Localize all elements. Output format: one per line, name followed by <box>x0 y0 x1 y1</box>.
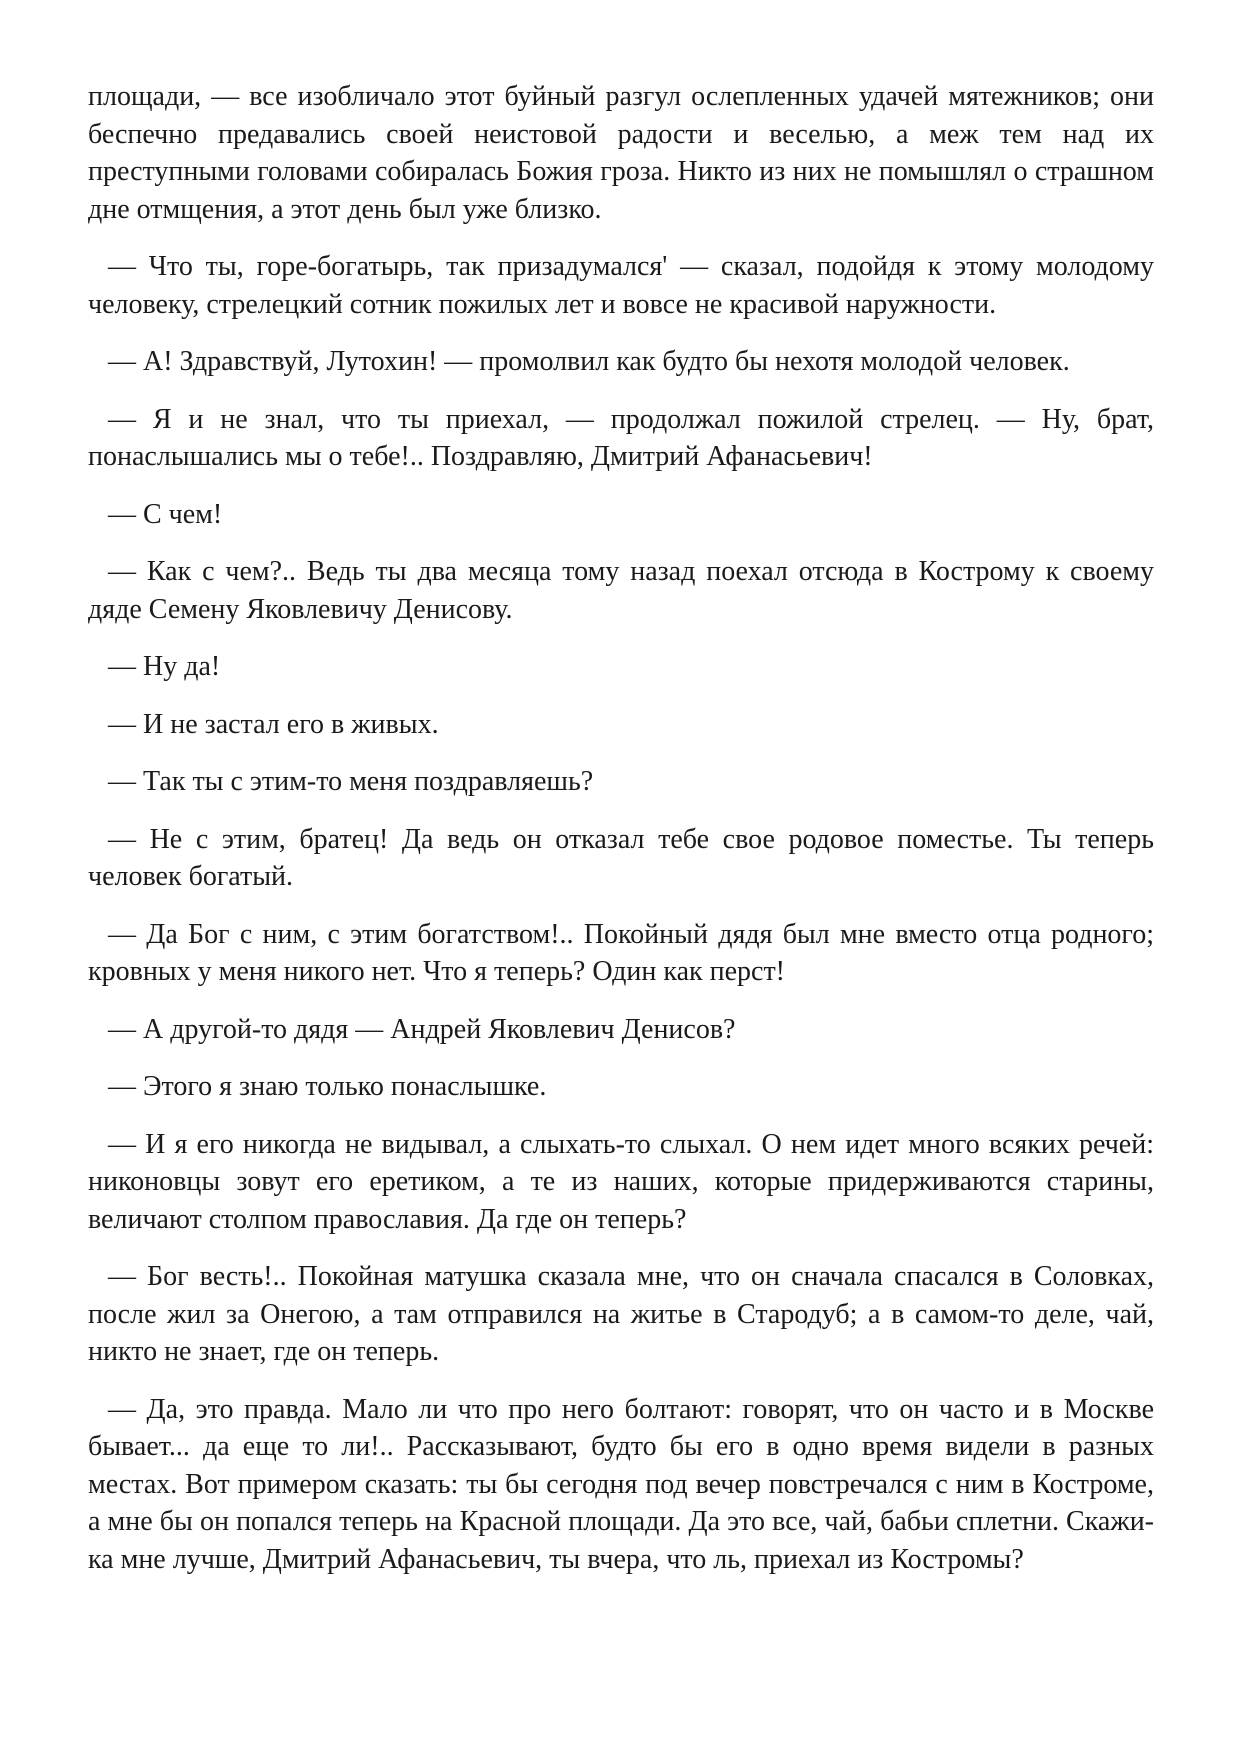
paragraph: — Что ты, горе-богатырь, так призадумался' — сказал, подойдя к этому молодому человеку, стрелецкий сотник пожилых лет и вовсе не красивой наружности. <box>88 251 1154 320</box>
paragraph: — Так ты с этим-то меня поздравляешь? <box>108 766 594 797</box>
paragraph: — И не застал его в живых. <box>108 708 439 740</box>
paragraph: площади, — все изобличало этот буйный разгул ослепленных удачей мятежников; они беспечно предавались своей неистовой радости и веселью, а меж тем над их преступными головами собиралась Божия гроза. Никто из них не помышлял о страшном дне отмщения, а этот день был уже близко. <box>88 81 1154 225</box>
document-page <box>88 78 1154 1598</box>
paragraph: — Не с этим, братец! Да ведь он отказал тебе свое родовое поместье. Ты теперь человек богатый. <box>88 823 1154 892</box>
paragraph: — Да, это правда. Мало ли что про него болтают: говорят, что он часто и в Москве бывает... да еще то ли!.. Рассказывают, будто бы его в одно время видели в разных местах. Вот примером сказать: ты бы сегодня под вечер повстречался с ним в Костроме, а мне бы он попался теперь на Красной площади. Да это все, чай, бабьи сплетни. Скажи-ка мне лучше, Дмитрий Афанасьевич, ты вчера, что ль, приехал из Костромы? <box>88 1393 1154 1575</box>
paragraph: — Да Бог с ним, с этим богатством!.. Покойный дядя был мне вместо отца родного; кровных у меня никого нет. Что я теперь? Один как перст! <box>88 918 1154 987</box>
paragraph: — С чем! <box>108 498 223 530</box>
paragraph: — Я и не знал, что ты приехал, — продолжал пожилой стрелец. — Ну, брат, понаслышались мы о тебе!.. Поздравляю, Дмитрий Афанасьевич! <box>88 403 1154 472</box>
paragraph: — Этого я знаю только понаслышке. <box>108 1071 547 1102</box>
paragraph: — Бог весть!.. Покойная матушка сказала мне, что он сначала спасался в Соловках, после жил за Онегою, а там отправился на житье в Стародуб; а в самом-то деле, чай, никто не знает, где он теперь. <box>88 1261 1154 1367</box>
paragraph: — Как с чем?.. Ведь ты два месяца тому назад поехал отсюда в Кострому к своему дяде Семену Яковлевичу Денисову. <box>88 556 1154 625</box>
paragraph: — А другой-то дядя — Андрей Яковлевич Денисов? <box>108 1013 736 1045</box>
paragraph: — А! Здравствуй, Лутохин! — промолвил как будто бы нехотя молодой человек. <box>108 346 1070 377</box>
paragraph: — И я его никогда не видывал, а слыхать-то слыхал. О нем идет много всяких речей: никоновцы зовут его еретиком, а те из наших, которые придерживаются старины, величают столпом православия. Да где он теперь? <box>88 1128 1154 1235</box>
paragraph: — Ну да! <box>108 651 221 682</box>
